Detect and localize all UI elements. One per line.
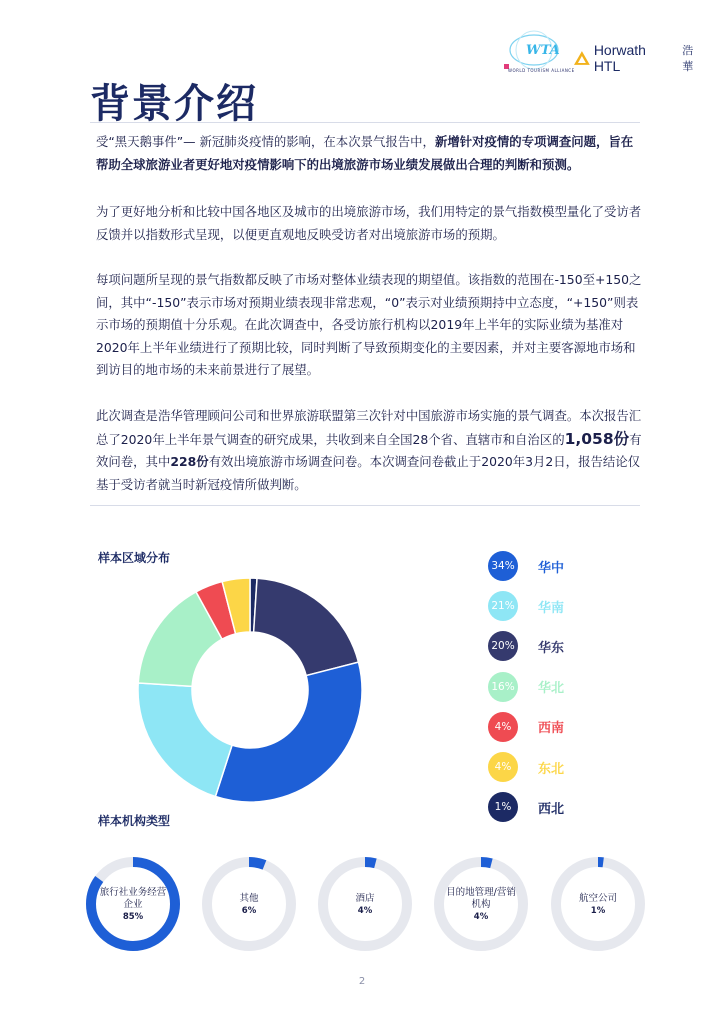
ring-type-percent: 4% (473, 911, 489, 922)
institution-type-ring (85, 856, 181, 952)
legend-item (488, 591, 564, 621)
legend-region-name: 西南 (538, 721, 565, 737)
ring-type-name: 酒店 (355, 892, 375, 904)
paragraph-1 (96, 131, 642, 176)
donut-slice-3 (215, 662, 362, 802)
ring-type-percent: 85% (122, 911, 144, 922)
paragraph-1-tail: 旨在帮助全球旅游业者更好地对疫情影响下的出境旅游市场业绩发展做出合理的判断和预测。 (96, 134, 634, 172)
ring-label (550, 856, 646, 952)
legend-region-name: 东北 (538, 761, 565, 777)
legend-region-name: 华南 (538, 600, 565, 616)
horwath-triangle-icon (574, 51, 590, 65)
ring-type-percent: 6% (241, 905, 257, 916)
region-section-label: 样本区域分布 (98, 551, 171, 565)
ring-type-name: 其他 (239, 892, 259, 904)
ring-type-percent: 1% (590, 905, 606, 916)
wta-subtitle: WORLD TOURISM ALLIANCE (508, 68, 575, 73)
institution-type-ring (317, 856, 413, 952)
ring-type-name: 目的地管理/营销机构 (446, 886, 516, 910)
valid-questionnaire-count: 1,058份 (564, 429, 630, 448)
paragraph-1-highlight: 新增针对疫情的专项调查问题， (434, 134, 609, 149)
legend-item (488, 551, 564, 581)
paragraph-4 (96, 405, 642, 496)
paragraph-1-lead: 受“黑天鹅事件”— 新冠肺炎疫情的影响，在本次景气报告中， (96, 134, 435, 149)
legend-percent-badge: 16% (488, 672, 518, 702)
institution-type-ring (550, 856, 646, 952)
horwath-logo-text: Horwath HTL (593, 42, 646, 74)
legend-percent-badge: 20% (488, 631, 518, 661)
ring-label (433, 856, 529, 952)
paragraph-3: 每项问题所呈现的景气指数都反映了市场对整体业绩表现的期望值。该指数的范围在-150至+150之间，其中“-150”表示市场对预期业绩表现非常悲观，“0”表示对业绩预期持中立态度，“+150”则表示市场的预期值十分乐观。在此次调查中，各受访旅行机构以2019年上半年的实际业绩为基准对2020年上半年业绩进行了预期比较，同时判断了导致预期变化的主要因素，并对主要客源地市场和到访目的地市场的未来前景进行了展望。 (96, 272, 642, 377)
institution-type-ring (433, 856, 529, 952)
ring-label (85, 856, 181, 952)
horwath-logo (574, 42, 704, 74)
legend-item (488, 752, 564, 782)
legend-item (488, 712, 564, 742)
legend-item (488, 672, 564, 702)
header-logos (504, 30, 704, 80)
paragraph-4-lead: 此次调查是浩华管理顾问公司和世界旅游联盟第三次针对中国旅游市场实施的景气调查。本次报告汇总了2020年上半年景气调查的研究成果，共收到来自全国28个省、直辖市和自治区的 (96, 408, 642, 447)
legend-percent-badge: 1% (488, 792, 518, 822)
background-text-block (90, 122, 640, 506)
page-title: 背景介绍 (90, 81, 258, 127)
legend-region-name: 华北 (538, 681, 565, 697)
institution-type-ring (201, 856, 297, 952)
legend-region-name: 华中 (538, 560, 565, 576)
wta-logo-icon (504, 30, 566, 72)
paragraph-2: 为了更好地分析和比较中国各地区及城市的出境旅游市场，我们用特定的景气指数模型量化了受访者反馈并以指数形式呈现，以便更直观地反映受访者对出境旅游市场的预期。 (96, 204, 642, 242)
legend-region-name: 华东 (538, 640, 565, 656)
wta-logo-text: WTA (526, 43, 560, 58)
ring-type-name: 旅行社业务经营企业 (99, 886, 167, 910)
legend-item (488, 631, 564, 661)
ring-type-name: 航空公司 (578, 892, 617, 904)
legend-item (488, 792, 564, 822)
legend-percent-badge: 34% (488, 551, 518, 581)
ring-label (201, 856, 297, 952)
legend-region-name: 西北 (538, 801, 565, 817)
region-donut-chart (120, 560, 380, 820)
ring-label (317, 856, 413, 952)
paragraph-4-tail: 有效出境旅游市场调查问卷。本次调查问卷截止于2020年3月2日，报告结论仅基于受访者就当时新冠疫情所做判断。 (96, 454, 641, 492)
page-number: 2 (358, 976, 366, 987)
donut-slice-2 (254, 578, 359, 675)
legend-percent-badge: 4% (488, 712, 518, 742)
outbound-questionnaire-count: 228份 (170, 454, 209, 469)
paragraph-4-mid: 有效问卷，其中 (96, 431, 642, 469)
ring-type-percent: 4% (357, 905, 373, 916)
horwath-logo-cn: 浩華 (682, 44, 694, 73)
type-section-label: 样本机构类型 (98, 814, 171, 828)
legend-percent-badge: 21% (488, 591, 518, 621)
donut-slice-4 (138, 683, 232, 797)
legend-percent-badge: 4% (488, 752, 518, 782)
